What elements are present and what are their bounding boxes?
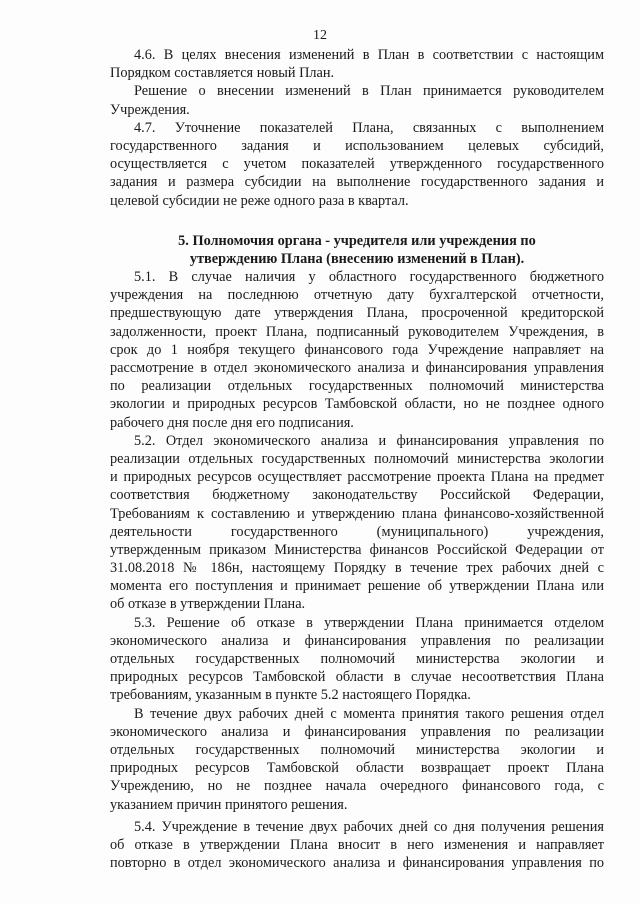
text-line: рассмотрение в отдел экономического анализа и финансирования управления <box>110 360 604 376</box>
paragraph-gap <box>110 210 604 232</box>
text-line: Учреждения. <box>110 101 190 118</box>
text-line: 5.1. В случае наличия у областного государственного бюджетного <box>134 269 604 286</box>
text-line: указанием причин принятого решения. <box>110 796 348 813</box>
text-line: срок до 1 ноября текущего финансового года Учреждение направляет на <box>110 341 604 358</box>
text-line: предшествующую дате утверждения Плана, просроченной кредиторской <box>110 305 604 322</box>
text-line: повторно в отдел экономического анализа и финансирования управления по <box>110 855 604 872</box>
text-line: природных ресурсов Тамбовской области возвращает проект Плана <box>110 760 604 777</box>
text-line: и природных ресурсов осуществляет рассмотрение проекта Плана на предмет <box>110 469 604 486</box>
text-line: отдельных государственных полномочий министерства экологии и <box>110 651 604 667</box>
text-line: задания и размера субсидии на выполнение государственного задания и <box>110 174 604 191</box>
text-line: экономического анализа и финансирования управления по реализации <box>110 723 604 740</box>
text-line: утвержденным приказом Министерства финансов Российской Федерации от <box>110 541 604 558</box>
text-line: 5.4. Учреждение в течение двух рабочих дней со дня получения решения <box>134 818 604 835</box>
text-line: 5.2. Отдел экономического анализа и финансирования управления по <box>134 432 604 449</box>
text-line: деятельности государственного (муниципального) учреждения, <box>110 523 604 540</box>
text-line: об отказе в утверждении Плана вносит в него изменения и направляет <box>110 836 604 853</box>
text-line: об отказе в утверждении Плана. <box>110 596 306 613</box>
text-line: учреждения на последнюю отчетную дату бухгалтерской отчетности, <box>110 287 604 304</box>
text-line: задолженности, проект Плана, подписанный руководителем Учреждения, в <box>110 323 604 340</box>
text-line: 5.3. Решение об отказе в утверждении Плана принимается отделом <box>134 614 604 631</box>
text-line: 4.7. Уточнение показателей Плана, связанных с выполнением <box>134 119 604 136</box>
text-line: целевой субсидии не реже одного раза в квартал. <box>110 192 409 209</box>
text-line: экономического анализа и финансирования управления по реализации <box>110 632 604 649</box>
text-line: соответствия бюджетному законодательству Российской Федерации, <box>110 487 604 504</box>
document-body <box>110 46 604 872</box>
section-heading-line: утверждению Плана (внесению изменений в План). <box>189 250 525 267</box>
text-line: 31.08.2018 № 186н, настоящему Порядку в течение трех рабочих дней с <box>110 560 604 577</box>
text-line: Решение о внесении изменений в План принимается руководителем <box>134 83 604 100</box>
text-line: 4.6. В целях внесения изменений в План в соответствии с настоящим <box>134 47 604 63</box>
text-line: момента его поступления и принимает решение об утверждении Плана или <box>110 578 604 595</box>
text-line: рабочего дня после дня его подписания. <box>110 414 354 431</box>
text-line: требованиям, указанным в пункте 5.2 настоящего Порядка. <box>110 687 471 704</box>
text-line: природных ресурсов Тамбовской области в случае несоответствия Плана <box>110 669 604 686</box>
text-line: В течение двух рабочих дней с момента принятия такого решения отдел <box>134 705 604 722</box>
text-line: Требованиям к составлению и утверждению плана финансово-хозяйственной <box>110 505 604 522</box>
text-line: по реализации отдельных государственных полномочий министерства <box>110 378 604 395</box>
text-line: Порядком составляется новый План. <box>110 65 335 82</box>
section-heading-line: 5. Полномочия органа - учредителя или учреждения по <box>178 232 536 249</box>
text-line: реализации отдельных государственных полномочий министерства экологии <box>110 450 604 467</box>
text-line: осуществляется с учетом показателей утвержденного государственного <box>110 156 604 173</box>
text-line: экологии и природных ресурсов Тамбовской области, но не позднее одного <box>110 396 604 413</box>
page-number: 12 <box>313 28 327 43</box>
text-line: Учреждению, но не позднее начала очередного финансового года, с <box>110 778 604 795</box>
text-line: государственного задания и использованием целевых субсидий, <box>110 137 604 154</box>
text-line: отдельных государственных полномочий министерства экологии и <box>110 741 604 758</box>
